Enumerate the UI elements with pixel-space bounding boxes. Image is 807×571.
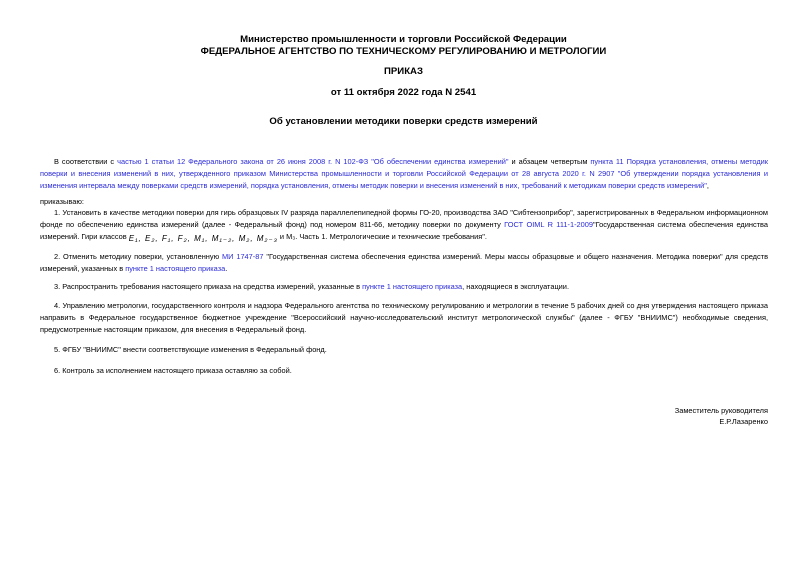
item-1-text-c: и M₃. Часть 1. Метрологические и технические требования".: [277, 232, 487, 242]
item-2-text-a: 2. Отменить методику поверки, установленную: [54, 252, 222, 261]
ministry-heading: Министерство промышленности и торговли Российской Федерации: [240, 34, 567, 45]
item-5: 5. ФГБУ "ВНИИМС" внести соответствующие изменения в Федеральный фонд.: [54, 345, 327, 354]
law-link[interactable]: частью 1 статьи 12 Федерального закона от 26 июня 2008 г. N 102-ФЗ "Об обеспечении единства измерений": [117, 157, 509, 166]
preamble-text-3: ,: [706, 181, 709, 191]
item-1-ref-link[interactable]: пункте 1 настоящего приказа: [125, 264, 226, 274]
date-number: от 11 октября 2022 года N 2541: [330, 87, 477, 98]
preamble-text-1: В соответствии с: [54, 157, 118, 166]
item-1-ref-link-2[interactable]: пункте 1 настоящего приказа: [362, 282, 463, 291]
preamble-text-2: и абзацем четвертым: [508, 157, 591, 166]
item-1: [40, 207, 768, 246]
item-1-text-a: 1. Установить в качестве методики поверки для гирь образцовых IV разряда параллелепипедной формы ГО-20, производства ЗАО "Сибтензоприбор", зарегистрированных в Федеральном информационном фонде по обеспечению единства измерений (далее - Федеральный фонд) под номером 811-66, методику поверки по документу: [40, 208, 768, 230]
item-3: [40, 281, 768, 293]
procedure-link[interactable]: пункта 11 Порядка установления, отмены методик поверки и внесения изменений в них, утвержденного приказом Министерства промышленности и торговли Российской Федерации от 28 августа 2020 г. N 2907 "Об утверждении порядка установления и изменения интервала между поверками средств измерений, порядка установления, отмены методик поверки и внесения изменений в них, требований к методикам поверки средств измерений": [40, 157, 768, 191]
item-6: 6. Контроль за исполнением настоящего приказа оставляю за собой.: [54, 366, 292, 375]
item-2-text-b: "Государственная система обеспечения единства измерений. Меры массы образцовые и общего назначения. Методика поверки" для средств измерений, указанных в: [40, 252, 768, 274]
mi-link[interactable]: МИ 1747-87: [222, 252, 264, 261]
order-word: приказываю:: [40, 197, 84, 206]
item-4: 4. Управлению метрологии, государственного контроля и надзора Федерального агентства по техническому регулированию и метрологии в течение 5 рабочих дней со дня утверждения настоящего приказа направить в Федеральное государственное бюджетное учреждение "Всероссийский научно-исследовательский институт метрологической службы" (далее - ФГБУ "ВНИИМС") необходимые сведения, предусмотренные настоящим приказом, для внесения в Федеральный фонд.: [40, 301, 768, 335]
document-type: ПРИКАЗ: [384, 66, 423, 77]
signature-name: Е.Р.Лазаренко: [719, 417, 768, 426]
document-title: Об установлении методики поверки средств измерений: [269, 116, 538, 127]
preamble: [40, 156, 768, 193]
item-2-text-c: .: [225, 264, 228, 274]
item-2: [40, 251, 768, 275]
item-3-text-b: , находящиеся в эксплуатации.: [462, 282, 569, 291]
agency-heading: ФЕДЕРАЛЬНОЕ АГЕНТСТВО ПО ТЕХНИЧЕСКОМУ РЕГУЛИРОВАНИЮ И МЕТРОЛОГИИ: [200, 46, 607, 57]
item-3-text-a: 3. Распространить требования настоящего приказа на средства измерений, указанные в: [54, 282, 363, 291]
item-1-text-b: "Государственная система обеспечения единства измерений. Гири классов: [40, 220, 768, 242]
weight-classes: E₁, E₂, F₁, F₂, M₁, M₁₋₂, M₂, M₂₋₃: [128, 234, 278, 244]
signature-position: Заместитель руководителя: [674, 406, 768, 415]
gost-link[interactable]: ГОСТ OIML R 111-1-2009: [504, 220, 593, 230]
